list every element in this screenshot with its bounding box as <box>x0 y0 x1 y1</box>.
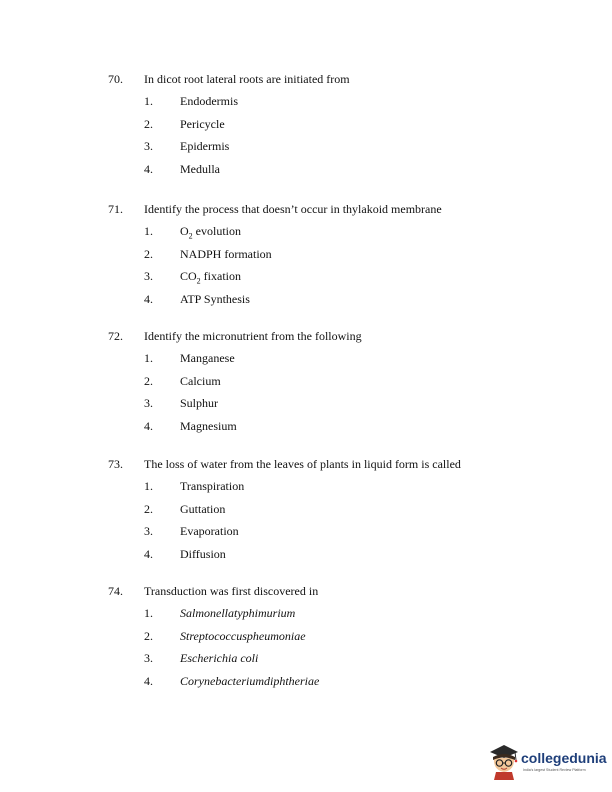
option-text: Medulla <box>180 161 220 176</box>
option <box>0 243 612 266</box>
option <box>0 415 612 438</box>
option-number: 3. <box>144 269 153 283</box>
option <box>0 392 612 415</box>
option-number: 4. <box>144 418 153 433</box>
option <box>0 265 612 288</box>
logo-name: collegedunia <box>521 750 607 766</box>
option-text: Corynebacteriumdiphtheriae <box>180 673 320 688</box>
option-text: Evaporation <box>180 524 239 538</box>
question-73 <box>0 453 612 565</box>
question-72 <box>0 325 612 437</box>
option <box>0 113 612 136</box>
option-text: Pericycle <box>180 116 225 131</box>
option-number: 1. <box>144 94 153 108</box>
option-number: 4. <box>144 291 153 306</box>
option-number: 3. <box>144 524 153 538</box>
option-number: 1. <box>144 479 153 493</box>
option-text: Guttation <box>180 501 226 516</box>
option-text: Escherichia coli <box>180 651 259 665</box>
question-74 <box>0 580 612 692</box>
logo-tagline: India's largest Student Review Platform <box>523 768 586 772</box>
option-text: Salmonellatyphimurium <box>180 606 296 620</box>
option-text: Epidermis <box>180 139 230 153</box>
question-71 <box>0 198 612 310</box>
option-number: 3. <box>144 396 153 410</box>
question-number: 73. <box>108 457 123 471</box>
option <box>0 158 612 181</box>
option-number: 4. <box>144 546 153 561</box>
option-number: 1. <box>144 224 153 238</box>
option-number: 2. <box>144 628 153 643</box>
option-number: 3. <box>144 651 153 665</box>
option-text: Calcium <box>180 373 221 388</box>
option-number: 1. <box>144 606 153 620</box>
option-number: 4. <box>144 673 153 688</box>
option <box>0 520 612 543</box>
question-number: 70. <box>108 72 123 86</box>
option <box>0 288 612 311</box>
option <box>0 90 612 113</box>
question-number: 72. <box>108 329 123 343</box>
option-number: 2. <box>144 116 153 131</box>
option-number: 1. <box>144 351 153 365</box>
option-number: 2. <box>144 373 153 388</box>
student-mascot-icon <box>487 740 521 780</box>
option <box>0 347 612 370</box>
option-text: Manganese <box>180 351 235 365</box>
option <box>0 543 612 566</box>
option-text: Diffusion <box>180 546 226 561</box>
option <box>0 625 612 648</box>
question-text: Identify the process that doesn’t occur in thylakoid membrane <box>144 202 442 216</box>
option-text: Endodermis <box>180 94 238 108</box>
option <box>0 475 612 498</box>
question-number: 74. <box>108 584 123 598</box>
option <box>0 670 612 693</box>
question-70 <box>0 68 612 180</box>
question-text: Identify the micronutrient from the following <box>144 329 362 343</box>
option-number: 4. <box>144 161 153 176</box>
option <box>0 135 612 158</box>
option-text: Magnesium <box>180 418 237 433</box>
option <box>0 498 612 521</box>
option-text: NADPH formation <box>180 246 272 261</box>
option-number: 3. <box>144 139 153 153</box>
option-text: Streptococcuspheumoniae <box>180 628 306 643</box>
question-text: In dicot root lateral roots are initiated from <box>144 72 350 86</box>
option-text: Transpiration <box>180 479 245 493</box>
question-text: Transduction was first discovered in <box>144 584 319 598</box>
option-text: $O_2$ evolution <box>180 224 241 241</box>
option-text: $CO_2$ fixation <box>180 269 241 286</box>
option <box>0 370 612 393</box>
option <box>0 602 612 625</box>
option-text: ATP Synthesis <box>180 291 250 306</box>
option <box>0 647 612 670</box>
option-number: 2. <box>144 501 153 516</box>
collegedunia-logo <box>487 740 607 786</box>
question-number: 71. <box>108 202 123 216</box>
option-number: 2. <box>144 246 153 261</box>
question-text: The loss of water from the leaves of plants in liquid form is called <box>144 457 461 471</box>
option-text: Sulphur <box>180 396 219 410</box>
option <box>0 220 612 243</box>
